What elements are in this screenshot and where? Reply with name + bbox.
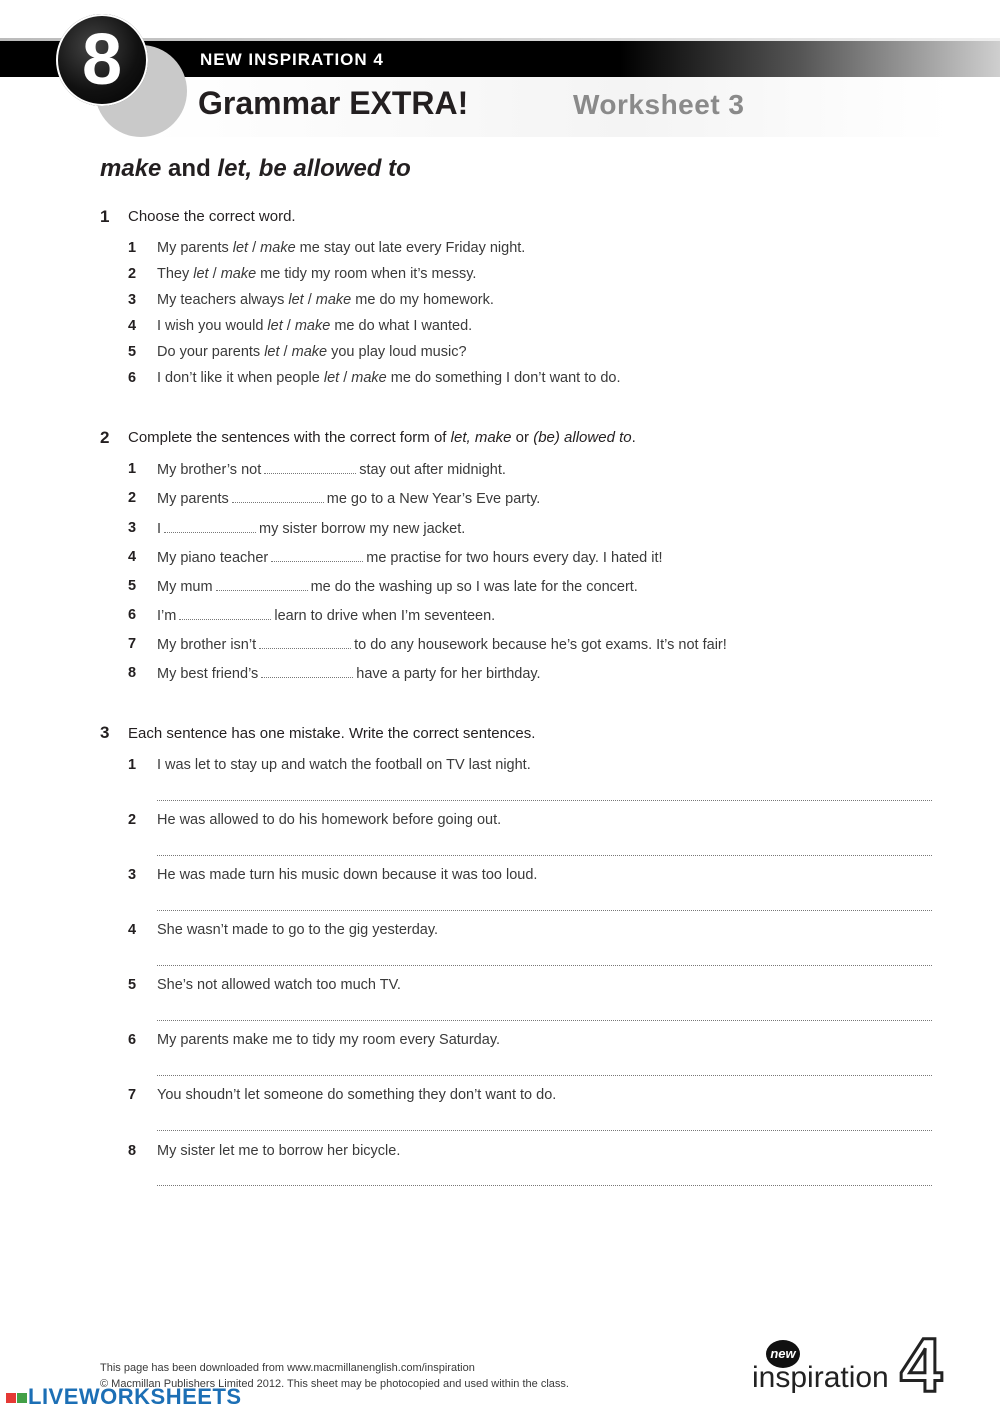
ex2-item-pre: My mum <box>157 579 213 595</box>
ex3-item-sentence: My sister let me to borrow her bicycle. <box>157 1143 401 1159</box>
ex1-item-post: me do something I don’t want to do. <box>386 370 621 386</box>
ex3-item-sentence: He was allowed to do his homework before going out. <box>157 812 502 828</box>
series-name: NEW INSPIRATION 4 <box>200 50 384 69</box>
answer-gap[interactable] <box>232 490 324 503</box>
ex3-item-number: 4 <box>128 922 137 938</box>
ex2-item-number: 5 <box>128 578 137 594</box>
ex1-item-pre: They <box>157 266 194 282</box>
worksheet-subtitle: Worksheet 3 <box>573 89 745 120</box>
ex1-sep: / <box>248 240 261 256</box>
unit-number: 8 <box>81 20 123 100</box>
ex3-item-number: 7 <box>128 1087 137 1103</box>
ex1-item-pre: I don’t like it when people <box>157 370 324 386</box>
footer-copyright: © Macmillan Publishers Limited 2012. This sheet may be photocopied and used within the class. <box>100 1378 569 1390</box>
ex1-option-let[interactable]: let <box>264 344 280 360</box>
ex1-item-pre: I wish you would <box>157 318 268 334</box>
answer-line[interactable] <box>157 1074 932 1076</box>
watermark-square-icon <box>17 1393 27 1403</box>
ex3-item-sentence: I was let to stay up and watch the football on TV last night. <box>157 757 531 773</box>
ex2-item <box>157 607 495 624</box>
ex2-item <box>157 578 638 595</box>
ex3-item-sentence: He was made turn his music down because it was too loud. <box>157 867 538 883</box>
ex2-item-number: 7 <box>128 636 137 652</box>
ex2-item-pre: My parents <box>157 491 229 507</box>
ex2-item-number: 3 <box>128 520 137 536</box>
ex1-item-post: me do my homework. <box>351 292 494 308</box>
footer-download-note: This page has been downloaded from www.macmillanenglish.com/inspiration <box>100 1362 475 1374</box>
ex3-item-number: 6 <box>128 1032 137 1048</box>
ex1-item-pre: My teachers always <box>157 292 289 308</box>
ex1-item-post: you play loud music? <box>327 344 467 360</box>
answer-gap[interactable] <box>216 578 308 591</box>
exercise-3-number: 3 <box>100 723 110 742</box>
ex2-item-number: 1 <box>128 461 137 477</box>
ex1-item-post: me do what I wanted. <box>330 318 473 334</box>
ex2-instruction-text: Complete the sentences with the correct form of <box>128 429 451 446</box>
ex3-item-number: 1 <box>128 757 137 773</box>
ex2-item <box>157 520 465 537</box>
ex2-item <box>157 549 663 566</box>
ex2-item-pre: My best friend’s <box>157 666 259 682</box>
ex1-item <box>157 292 494 308</box>
answer-gap[interactable] <box>271 549 363 562</box>
brand-level-number: 4 <box>900 1323 943 1408</box>
answer-gap[interactable] <box>164 520 256 533</box>
ex2-instruction-italic-2: (be) allowed to <box>533 429 632 446</box>
ex2-item-pre: My brother isn’t <box>157 637 257 653</box>
ex2-item <box>157 490 540 507</box>
ex2-item-post: to do any housework because he’s got exams. It’s not fair! <box>354 637 727 653</box>
ex1-option-let[interactable]: let <box>232 240 249 256</box>
ex1-sep: / <box>339 370 352 386</box>
ex3-item-sentence: She’s not allowed watch too much TV. <box>157 977 401 993</box>
ex2-item-number: 8 <box>128 665 137 681</box>
answer-line[interactable] <box>157 1129 932 1131</box>
ex2-instruction-italic-1: let, make <box>450 429 512 446</box>
ex2-item-pre: I’m <box>157 608 177 624</box>
ex1-item-post: me stay out late every Friday night. <box>295 240 526 256</box>
ex1-item-post: me tidy my room when it’s messy. <box>256 266 477 282</box>
ex3-item-sentence: My parents make me to tidy my room every Saturday. <box>157 1032 501 1048</box>
brand-new-badge: new <box>766 1340 800 1368</box>
ex1-item <box>157 344 467 360</box>
ex2-instruction-or: or <box>511 429 534 446</box>
watermark-text: LIVEWORKSHEETS <box>28 1384 242 1409</box>
ex3-item-sentence: She wasn’t made to go to the gig yesterday. <box>157 922 439 938</box>
ex1-item-number: 3 <box>128 292 137 308</box>
ex3-item-number: 8 <box>128 1143 137 1159</box>
exercise-2-number: 2 <box>100 428 110 447</box>
ex1-option-make[interactable]: make <box>315 292 352 308</box>
ex1-item-pre: Do your parents <box>157 344 265 360</box>
ex1-item <box>157 370 621 386</box>
ex2-item-post: me practise for two hours every day. I hated it! <box>366 550 663 566</box>
ex2-item-post: my sister borrow my new jacket. <box>259 521 466 537</box>
ex1-item <box>157 240 525 256</box>
answer-line[interactable] <box>157 854 932 856</box>
ex2-item-number: 6 <box>128 607 137 623</box>
answer-line[interactable] <box>157 1019 932 1021</box>
ex1-option-make[interactable]: make <box>294 318 331 334</box>
topic-heading <box>100 155 411 183</box>
ex1-item <box>157 266 476 282</box>
ex2-item-post: learn to drive when I’m seventeen. <box>274 608 496 624</box>
ex2-item-number: 4 <box>128 549 137 565</box>
answer-gap[interactable] <box>259 636 351 649</box>
ex1-item <box>157 318 472 334</box>
worksheet-title: Grammar EXTRA! <box>198 85 469 121</box>
ex1-option-make[interactable]: make <box>220 266 257 282</box>
answer-gap[interactable] <box>179 607 271 620</box>
exercise-1-number: 1 <box>100 207 110 226</box>
exercise-2-instruction <box>128 429 636 446</box>
answer-line[interactable] <box>157 799 932 801</box>
ex2-item-pre: I <box>157 521 162 537</box>
ex1-item-number: 6 <box>128 370 137 386</box>
answer-gap[interactable] <box>264 461 356 474</box>
ex1-sep: / <box>208 266 221 282</box>
ex2-item <box>157 665 541 682</box>
ex1-sep: / <box>279 344 292 360</box>
ex1-item-number: 5 <box>128 344 137 360</box>
ex1-option-let[interactable]: let <box>288 292 304 308</box>
ex3-item-number: 2 <box>128 812 137 828</box>
exercise-3-instruction: Each sentence has one mistake. Write the correct sentences. <box>128 725 536 742</box>
answer-line[interactable] <box>157 1184 932 1186</box>
answer-line[interactable] <box>157 909 932 911</box>
watermark-square-icon <box>6 1393 16 1403</box>
ex2-item-post: have a party for her birthday. <box>356 666 541 682</box>
ex1-option-let[interactable]: let <box>267 318 283 334</box>
ex2-item <box>157 636 727 653</box>
topic-part-let: let, be allowed to <box>217 155 411 182</box>
ex1-option-let[interactable]: let <box>193 266 209 282</box>
ex1-item-number: 2 <box>128 266 137 282</box>
topic-part-and: and <box>161 155 218 182</box>
answer-line[interactable] <box>157 964 932 966</box>
brand-name: inspiration <box>752 1361 889 1394</box>
ex1-item-pre: My parents <box>157 240 233 256</box>
topic-part-make: make <box>100 155 162 182</box>
ex1-option-let[interactable]: let <box>323 370 340 386</box>
ex1-sep: / <box>303 292 316 308</box>
ex2-instruction-end: . <box>631 429 636 446</box>
ex3-item-number: 5 <box>128 977 137 993</box>
ex1-option-make[interactable]: make <box>291 344 328 360</box>
ex1-option-make[interactable]: make <box>260 240 296 256</box>
ex2-item-number: 2 <box>128 490 137 506</box>
ex1-item-number: 4 <box>128 318 137 334</box>
ex1-item-number: 1 <box>128 240 137 256</box>
ex2-item <box>157 461 506 478</box>
ex1-option-make[interactable]: make <box>351 370 387 386</box>
ex2-item-post: me do the washing up so I was late for the concert. <box>310 579 638 595</box>
liveworksheets-watermark <box>6 1384 242 1410</box>
ex2-item-pre: My piano teacher <box>157 550 269 566</box>
ex3-item-sentence: You shoudn’t let someone do something they don’t want to do. <box>157 1087 557 1103</box>
exercise-1-instruction: Choose the correct word. <box>128 208 296 225</box>
ex3-item-number: 3 <box>128 867 137 883</box>
ex2-item-post: me go to a New Year’s Eve party. <box>326 491 541 507</box>
ex1-sep: / <box>282 318 295 334</box>
answer-gap[interactable] <box>261 665 353 678</box>
ex2-item-post: stay out after midnight. <box>359 462 506 478</box>
ex2-item-pre: My brother’s not <box>157 462 262 478</box>
